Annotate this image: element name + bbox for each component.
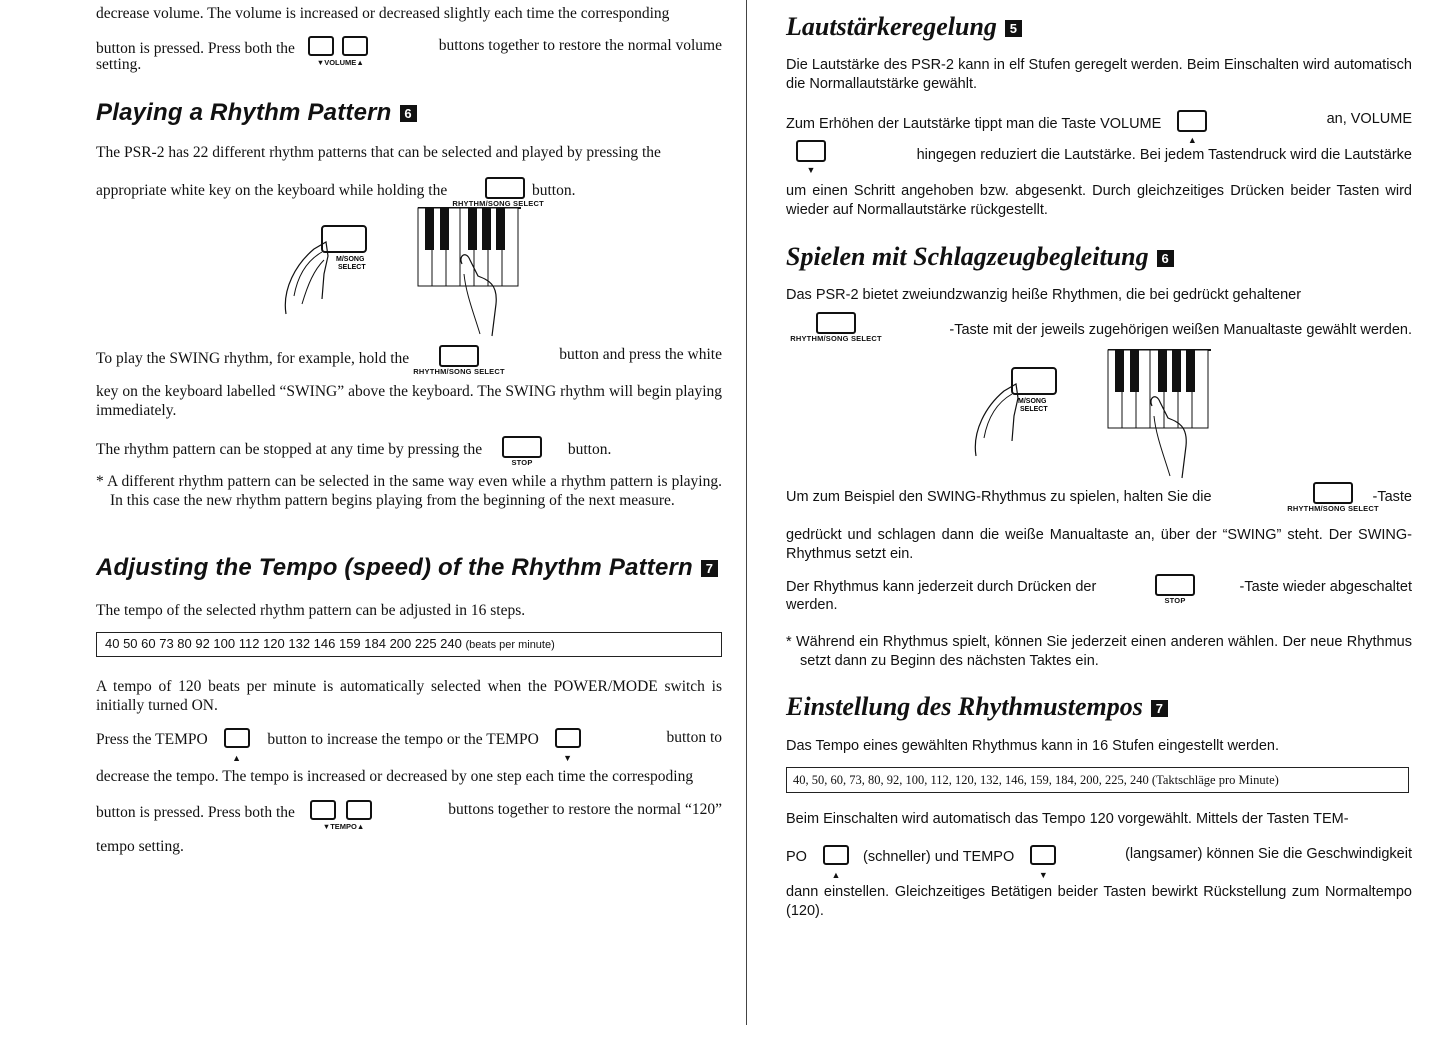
- rhythm-p2-a: To play the SWING rhythm, for example, hold the: [96, 350, 410, 367]
- rhythm-de-p1: Das PSR-2 bietet zweiundzwanzig heiße Rhythmen, die bei gedrückt gehaltener: [786, 287, 1302, 303]
- tempo-down-button-de[interactable]: [1030, 845, 1056, 880]
- section-number-badge: 7: [701, 560, 718, 577]
- tempo-values-de: 40, 50, 60, 73, 80, 92, 100, 112, 120, 132, 146, 159, 184, 200, 225, 240: [793, 773, 1149, 787]
- section-number-badge: 5: [1005, 20, 1022, 37]
- stop-label: STOP: [511, 458, 533, 467]
- rhythm-p3-row: [96, 436, 722, 467]
- rhythm-song-select-label-de-2: RHYTHM/SONG SELECT: [1287, 504, 1379, 513]
- rhythm-p3-b: button.: [567, 441, 612, 458]
- down-triangle-icon: ▼: [1038, 870, 1048, 880]
- volume-down-button[interactable]: [308, 36, 334, 56]
- tempo-values-box: [96, 632, 722, 657]
- tempo-p4: decrease the tempo. The tempo is increased or decreased by one step each time the correspoding: [96, 768, 694, 785]
- rhythm-de-p5-a: Der Rhythmus kann jederzeit durch Drücken der: [786, 579, 1097, 595]
- keyboard-illustration-de: [956, 346, 1226, 484]
- tempo-unit: (beats per minute): [465, 639, 555, 651]
- tempo-de-p3-a: PO: [786, 849, 807, 865]
- tempo-p3-c: button to: [666, 729, 722, 746]
- rhythm-song-select-button-de[interactable]: [790, 312, 882, 343]
- tempo-p5-a: button is pressed. Press both the: [96, 804, 295, 821]
- rhythm-de-p2: -Taste mit der jeweils zugehörigen weißen Manualtaste gewählt werden.: [949, 322, 1412, 338]
- rhythm-song-select-label-de: RHYTHM/SONG SELECT: [790, 334, 882, 343]
- heading-schlagzeug-text: Spielen mit Schlagzeugbegleitung: [786, 242, 1149, 271]
- rhythm-p1-row: [96, 177, 722, 208]
- rhythm-de-p5-c: werden.: [786, 597, 838, 613]
- volume-de-p2-row: [786, 110, 1412, 145]
- rhythm-de-p2-row: [786, 312, 1412, 343]
- tempo-values: 40 50 60 73 80 92 100 112 120 132 146 159 184 200 225 240: [105, 636, 462, 651]
- heading-lautstaerke: [786, 10, 1412, 44]
- illustration-button-label: M/SONG: [336, 256, 365, 263]
- heading-schlagzeug: [786, 240, 1412, 274]
- illustration-button: [1012, 368, 1056, 394]
- volume-intro-b: buttons together to restore the normal volume: [438, 37, 722, 54]
- volume-intro-a: button is pressed. Press both the: [96, 40, 295, 57]
- svg-text:SELECT: SELECT: [338, 264, 366, 271]
- rhythm-p1-b: button.: [531, 182, 576, 199]
- volume-de-p4: um einen Schritt angehoben bzw. abgesenkt. Durch gleichzeitiges Drücken beider Tasten wird wieder auf Normallautstärke rückgestellt.: [786, 183, 1412, 218]
- rhythm-song-select-label-2: RHYTHM/SONG SELECT: [413, 367, 505, 376]
- up-triangle-icon: ▲: [1187, 135, 1197, 145]
- keyboard-keys: [418, 208, 521, 286]
- rhythm-de-p3-a: Um zum Beispiel den SWING-Rhythmus zu spielen, halten Sie die: [786, 489, 1212, 505]
- rhythm-p2-b: button and press the white: [559, 346, 722, 363]
- rhythm-de-p3-b: -Taste: [1372, 489, 1412, 505]
- rhythm-de-p5-b: -Taste wieder abgeschaltet: [1239, 579, 1412, 595]
- heading-adjusting-tempo: [96, 553, 722, 583]
- rhythm-de-p4: gedrückt und schlagen dann die weiße Manualtaste an, über der “SWING” steht. Der SWING-Rhythmus setzt ein.: [786, 527, 1412, 562]
- section-number-badge: 7: [1151, 700, 1168, 717]
- stop-button[interactable]: [502, 436, 542, 467]
- down-triangle-icon: ▼: [563, 753, 573, 763]
- rhythm-p2-row: [96, 345, 722, 376]
- tempo-up-button-de[interactable]: [823, 845, 849, 880]
- tempo-de-p3-row: [786, 845, 1412, 880]
- rhythm-song-select-button[interactable]: [452, 177, 544, 208]
- up-triangle-icon: ▲: [831, 870, 841, 880]
- tempo-de-p3-c: (langsamer) können Sie die Geschwindigkeit: [1125, 846, 1412, 862]
- tempo-p2: A tempo of 120 beats per minute is automatically selected when the POWER/MODE switch is initially turned ON.: [96, 678, 722, 715]
- tempo-values-box-de: [786, 767, 1409, 793]
- tempo-button-pair: [299, 800, 383, 831]
- tempo-de-p4: dann einstellen. Gleichzeitiges Betätigen beider Tasten bewirkt Rückstellung zum Normaltempo (120).: [786, 884, 1412, 919]
- tempo-p6: tempo setting.: [96, 838, 184, 855]
- stop-label-de: STOP: [1164, 596, 1186, 605]
- heading-rhythmustempo: [786, 690, 1412, 724]
- svg-text:SELECT: SELECT: [1020, 406, 1048, 413]
- heading-adjusting-tempo-text: Adjusting the Tempo (speed) of the Rhythm Pattern: [96, 554, 693, 581]
- down-triangle-icon: ▼: [806, 165, 816, 175]
- heading-playing-rhythm: [96, 98, 722, 128]
- heading-lautstaerke-text: Lautstärkeregelung: [786, 12, 997, 41]
- volume-intro-line: decrease volume. The volume is increased or decreased slightly each time the corresponding: [96, 5, 670, 22]
- page-divider: [746, 0, 747, 1025]
- heading-playing-rhythm-text: Playing a Rhythm Pattern: [96, 99, 392, 126]
- section-number-badge: 6: [400, 105, 417, 122]
- stop-button-de[interactable]: [1155, 574, 1195, 605]
- illustration-button-label: M/SONG: [1018, 398, 1047, 405]
- volume-de-p2-a: Zum Erhöhen der Lautstärke tippt man die Taste VOLUME: [786, 116, 1162, 132]
- volume-de-p2-b: an, VOLUME: [1326, 111, 1412, 127]
- tempo-de-p3-b: (schneller) und TEMPO: [863, 849, 1015, 865]
- tempo-p1: The tempo of the selected rhythm pattern can be adjusted in 16 steps.: [96, 602, 526, 619]
- volume-pair-label: ▼VOLUME▲: [316, 58, 364, 67]
- volume-de-p3: hingegen reduziert die Lautstärke. Bei jedem Tastendruck wird die Lautstärke: [916, 147, 1412, 163]
- rhythm-p2-rest: key on the keyboard labelled “SWING” above the keyboard. The SWING rhythm will begin playing immediately.: [96, 383, 722, 420]
- volume-up-button-de[interactable]: [1177, 110, 1207, 145]
- rhythm-song-select-button-2[interactable]: [413, 345, 505, 376]
- tempo-p3-a: Press the TEMPO: [96, 731, 208, 748]
- tempo-de-p2: Beim Einschalten wird automatisch das Tempo 120 vorgewählt. Mittels der Tasten TEM-: [786, 811, 1349, 827]
- tempo-unit-de: (Taktschläge pro Minute): [1151, 773, 1279, 787]
- tempo-pair-label: ▼TEMPO▲: [322, 822, 365, 831]
- rhythm-p1-a: appropriate white key on the keyboard while holding the: [96, 182, 448, 199]
- volume-de-p1: Die Lautstärke des PSR-2 kann in elf Stufen geregelt werden. Beim Einschalten wird automatisch die Normallautstärke gewählt.: [786, 57, 1412, 92]
- rhythm-de-note: * Während ein Rhythmus spielt, können Sie jederzeit einen anderen wählen. Der neue Rhythmus setzt dann zu Beginn des nächsten Taktes ein.: [786, 634, 1412, 669]
- keyboard-illustration: [266, 204, 536, 342]
- illustration-button: [322, 226, 366, 252]
- rhythm-p1-line1: The PSR-2 has 22 different rhythm patterns that can be selected and played by pressing the: [96, 144, 661, 161]
- tempo-p5-row: [96, 800, 722, 831]
- keyboard-keys: [1108, 350, 1211, 428]
- rhythm-song-select-label: RHYTHM/SONG SELECT: [452, 199, 544, 208]
- rhythm-de-p3-row: [786, 488, 1412, 513]
- tempo-down-button[interactable]: [555, 728, 581, 763]
- section-number-badge: 6: [1157, 250, 1174, 267]
- volume-up-button[interactable]: [342, 36, 368, 56]
- up-triangle-icon: ▲: [232, 753, 242, 763]
- volume-down-button-de[interactable]: [796, 140, 826, 175]
- tempo-p5-b: buttons together to restore the normal “120”: [448, 801, 722, 818]
- rhythm-note: * A different rhythm pattern can be selected in the same way even while a rhythm pattern is playing. In this case the new rhythm pattern begins playing from the beginning of the next measure.: [96, 473, 722, 510]
- volume-intro-c: setting.: [96, 56, 142, 73]
- heading-rhythmustempo-text: Einstellung des Rhythmustempos: [786, 692, 1143, 721]
- rhythm-song-select-button-de-2[interactable]: [1287, 482, 1379, 513]
- tempo-up-button[interactable]: [224, 728, 250, 763]
- tempo-down-button-2[interactable]: [310, 800, 336, 820]
- tempo-p3-b: button to increase the tempo or the TEMPO: [267, 731, 539, 748]
- volume-de-p3-row: [786, 140, 1412, 175]
- tempo-p3-row: [96, 728, 722, 763]
- rhythm-p3-a: The rhythm pattern can be stopped at any time by pressing the: [96, 441, 483, 458]
- tempo-de-p1: Das Tempo eines gewählten Rhythmus kann in 16 Stufen eingestellt werden.: [786, 738, 1280, 754]
- tempo-up-button-2[interactable]: [346, 800, 372, 820]
